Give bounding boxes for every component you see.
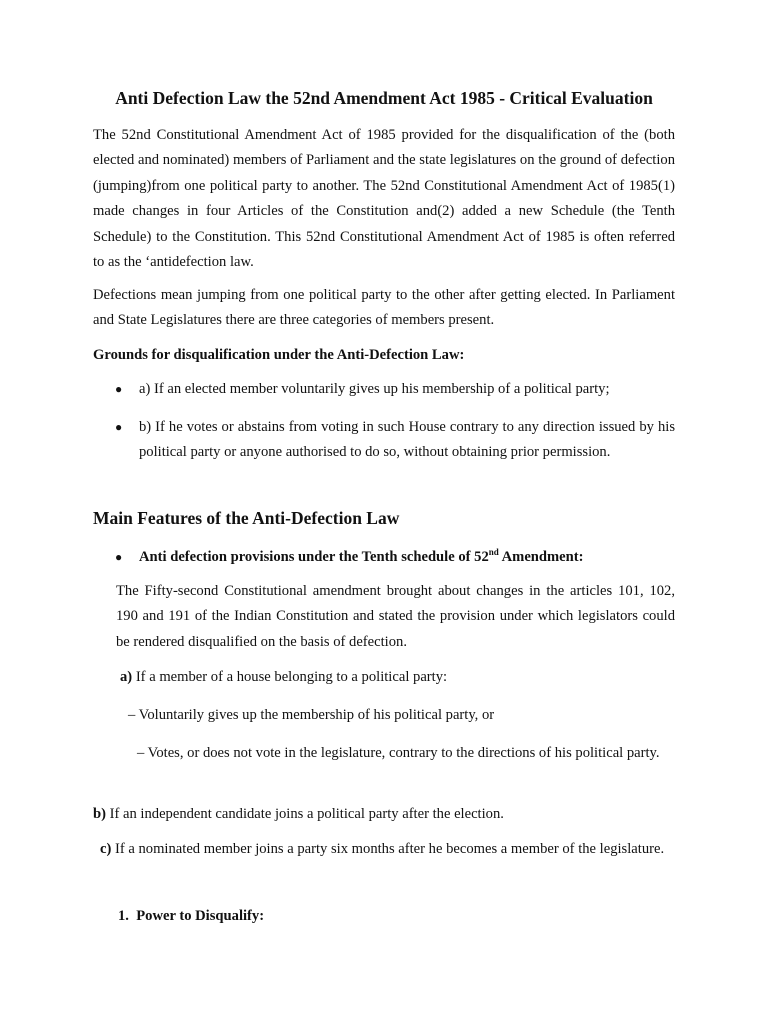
- document-title: Anti Defection Law the 52nd Amendment Act 1985 - Critical Evaluation: [115, 88, 653, 108]
- clause-c-text: If a nominated member joins a party six months after he becomes a member of the legislature.: [111, 841, 665, 857]
- clause-a: [120, 665, 702, 690]
- numbered-item-text: Power to Disqualify:: [136, 908, 265, 924]
- grounds-item-text: a) If an elected member voluntarily gives up his membership of a political party;: [139, 381, 610, 397]
- grounds-list-item: [115, 377, 675, 402]
- tenth-schedule-suffix: Amendment:: [498, 549, 584, 565]
- grounds-heading: Grounds for disqualification under the Anti-Defection Law:: [93, 347, 465, 363]
- grounds-list-item: [115, 415, 675, 466]
- clause-a-sub2: – Votes, or does not vote in the legislature, contrary to the directions of his political party.: [137, 745, 660, 761]
- clause-b-text: If an independent candidate joins a political party after the election.: [105, 806, 504, 822]
- clause-a-sub1: – Voluntarily gives up the membership of his political party, or: [128, 707, 495, 723]
- bullet-icon: ●: [115, 382, 123, 396]
- tenth-schedule-bullet: [115, 545, 675, 570]
- fifty-second-paragraph: The Fifty-second Constitutional amendment brought about changes in the articles 101, 102, 190 and 191 of the Indian Constitution and stated the provision under which legislators could be rendered disqualified on the basis of defection.: [116, 583, 675, 650]
- clause-b-label: b): [93, 806, 106, 822]
- numbered-item-number: 1.: [118, 908, 129, 924]
- defections-paragraph: Defections mean jumping from one political party to the other after getting elected. In Parliament and State Legislatures there are three categories of members present.: [93, 287, 675, 329]
- clause-c-label: c): [100, 841, 112, 857]
- clause-b: [93, 802, 675, 827]
- main-features-heading: Main Features of the Anti-Defection Law: [93, 508, 400, 528]
- grounds-item-text: b) If he votes or abstains from voting in such House contrary to any direction issued by his political party or anyone authorised to do so, without obtaining prior permission.: [139, 419, 675, 461]
- numbered-item: [118, 904, 700, 929]
- tenth-schedule-superscript: nd: [488, 547, 499, 558]
- intro-paragraph: The 52nd Constitutional Amendment Act of 1985 provided for the disqualification of the (both elected and nominated) members of Parliament and the state legislatures on the ground of defection (jumping)from one political party to another. The 52nd Constitutional Amendment Act of 1985(1) made changes in four Articles of the Constitution and(2) added a new Schedule (the Tenth Schedule) to the Constitution. This 52nd Constitutional Amendment Act of 1985 is often referred to as the ‘antidefection law.: [93, 127, 675, 271]
- tenth-schedule-prefix: Anti defection provisions under the Tenth schedule of 52: [139, 549, 489, 565]
- clause-a-label: a): [120, 669, 133, 685]
- bullet-icon: ●: [115, 550, 123, 564]
- clause-a-text: If a member of a house belonging to a political party:: [132, 669, 448, 685]
- clause-c: [93, 837, 675, 862]
- bullet-icon: ●: [115, 420, 123, 434]
- tenth-schedule-text: [139, 545, 675, 570]
